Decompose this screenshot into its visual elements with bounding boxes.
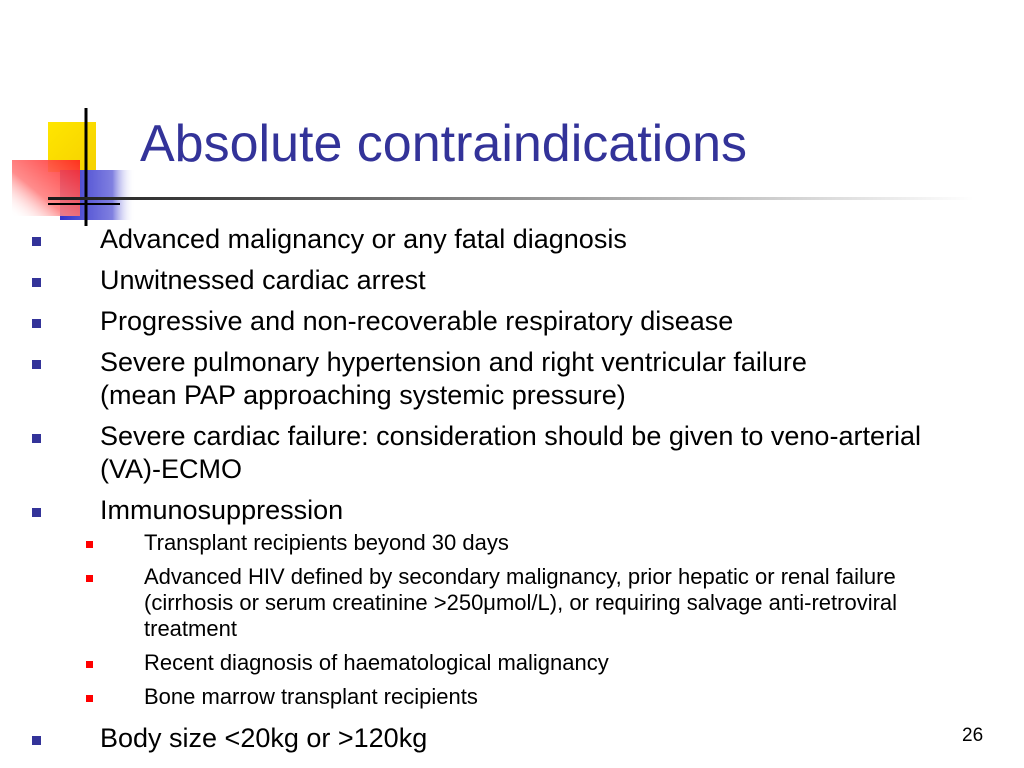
bullet-text: Advanced malignancy or any fatal diagnosis [100, 224, 627, 254]
bullet-text: Severe pulmonary hypertension and right ventricular failure (mean PAP approaching systemic pressure) [100, 347, 807, 410]
bullet-item [0, 346, 1000, 412]
red-square [12, 160, 80, 216]
square-sub-bullet-icon [86, 575, 93, 582]
bullet-list [0, 223, 1000, 763]
bullet-item [0, 722, 1000, 755]
slide-title: Absolute contraindications [140, 115, 748, 173]
square-bullet-icon [32, 736, 41, 745]
sub-bullet-item [0, 650, 1000, 676]
square-sub-bullet-icon [86, 541, 93, 548]
square-bullet-icon [32, 360, 41, 369]
bullet-text: Unwitnessed cardiac arrest [100, 265, 426, 295]
bullet-item [0, 223, 1000, 256]
sub-bullet-text: Bone marrow transplant recipients [144, 684, 478, 709]
decorative-corner-squares [0, 100, 140, 230]
square-bullet-icon [32, 278, 41, 287]
square-bullet-icon [32, 434, 41, 443]
title-underline [48, 197, 974, 200]
bullet-item [0, 264, 1000, 297]
sub-bullet-text: Recent diagnosis of haematological malignancy [144, 650, 609, 675]
bullet-item [0, 305, 1000, 338]
sub-bullet-text: Transplant recipients beyond 30 days [144, 530, 509, 555]
bullet-text: Body size <20kg or >120kg [100, 723, 428, 753]
bullet-item [0, 494, 1000, 527]
bullet-text: Severe cardiac failure: consideration should be given to veno-arterial (VA)-ECMO [100, 421, 921, 484]
bullet-text: Immunosuppression [100, 495, 344, 525]
square-bullet-icon [32, 237, 41, 246]
square-sub-bullet-icon [86, 661, 93, 668]
bullet-item [0, 420, 1000, 486]
sub-bullet-item [0, 530, 1000, 556]
sub-bullet-text: Advanced HIV defined by secondary malignancy, prior hepatic or renal failure (cirrhosis or serum creatinine >250μmol/L), or requiring salvage anti-retroviral treatment [144, 564, 898, 641]
sub-bullet-item [0, 684, 1000, 710]
square-bullet-icon [32, 319, 41, 328]
square-sub-bullet-icon [86, 695, 93, 702]
square-bullet-icon [32, 508, 41, 517]
bullet-text: Progressive and non-recoverable respiratory disease [100, 306, 734, 336]
sub-bullet-item [0, 564, 1000, 642]
slide-number: 26 [962, 725, 984, 746]
